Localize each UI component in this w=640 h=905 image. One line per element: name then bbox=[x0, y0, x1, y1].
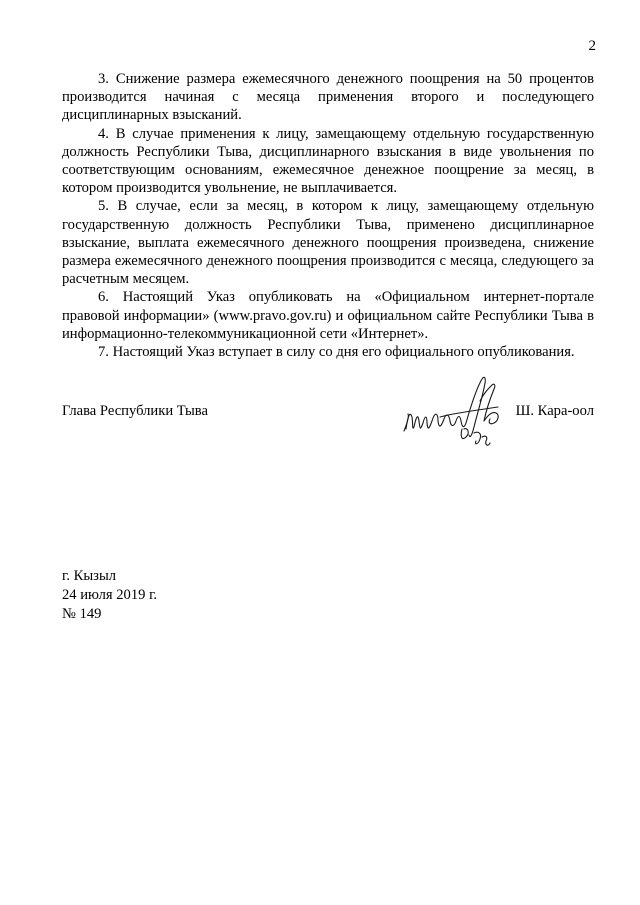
handwritten-signature-icon bbox=[400, 371, 512, 455]
decree-number: № 149 bbox=[62, 605, 102, 622]
paragraph-6: 6. Настоящий Указ опубликовать на «Официальном интернет-портале правовой информации» (www.pravo.gov.ru) и официальном сайте Республики Тыва в информационно-телекоммуникационной сети «Интернет». bbox=[62, 289, 594, 342]
decree-footer bbox=[62, 567, 157, 623]
paragraph-3: 3. Снижение размера ежемесячного денежного поощрения на 50 процентов производится начиная с месяца применения второго и последующего дисциплинарных взысканий. bbox=[62, 71, 594, 124]
signer-title: Глава Республики Тыва bbox=[62, 403, 208, 419]
page-number: 2 bbox=[588, 38, 596, 54]
decree-date: 24 июля 2019 г. bbox=[62, 586, 158, 603]
paragraph-4: 4. В случае применения к лицу, замещающему отдельную государственную должность Республики Тыва, дисциплинарного взыскания в виде увольнения по соответствующим основаниям, ежемесячное денежное поощрение за месяц, в котором производится увольнение, не выплачивается. bbox=[62, 125, 594, 197]
signer-name: Ш. Кара-оол bbox=[515, 403, 594, 419]
signature-block bbox=[62, 403, 594, 443]
paragraph-5: 5. В случае, если за месяц, в котором к лицу, замещающему отдельную государственную должность Республики Тыва, применено дисциплинарное взыскание, выплата ежемесячного денежного поощрения произведена, снижение размера ежемесячного денежного поощрения производится с месяца, следующего за расчетным месяцем. bbox=[62, 198, 594, 288]
decree-body bbox=[62, 70, 594, 361]
place-of-signing: г. Кызыл bbox=[62, 568, 117, 584]
paragraph-7: 7. Настоящий Указ вступает в силу со дня его официального опубликования. bbox=[98, 344, 575, 361]
